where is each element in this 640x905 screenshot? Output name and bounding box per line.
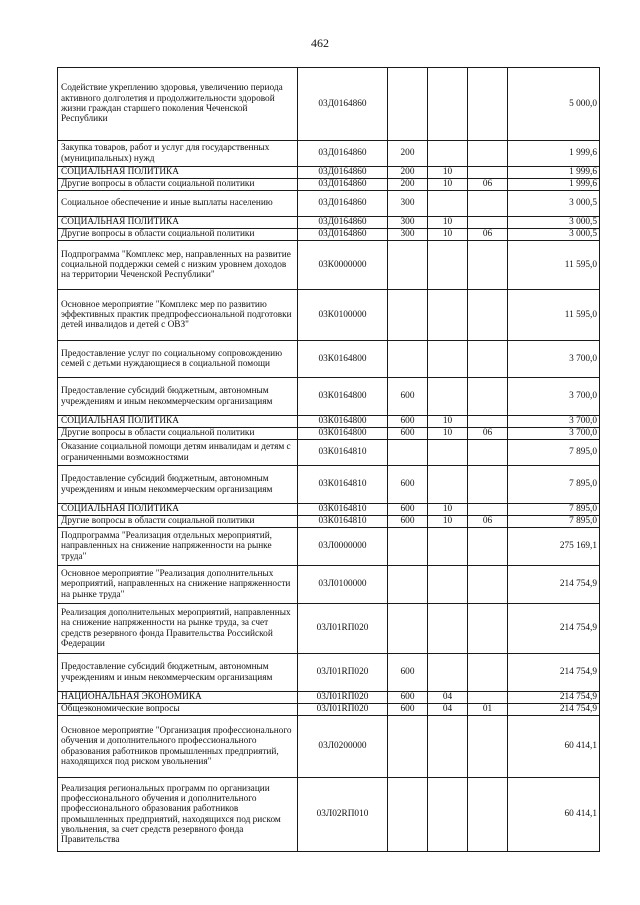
table-row (58, 716, 600, 778)
row-amount: 3 000,5 (508, 191, 600, 217)
row-subsection: 06 (468, 179, 508, 191)
row-section (428, 341, 468, 378)
row-amount: 7 895,0 (508, 516, 600, 528)
row-name: СОЦИАЛЬНАЯ ПОЛИТИКА (58, 167, 298, 179)
table-row (58, 191, 600, 217)
row-section (428, 440, 468, 466)
row-section (428, 466, 468, 504)
table-row (58, 528, 600, 566)
row-target-code: 03Л01RП020 (298, 704, 388, 716)
row-amount: 1 999,6 (508, 141, 600, 167)
row-section: 10 (428, 167, 468, 179)
table-row (58, 229, 600, 241)
row-target-code: 03Л0200000 (298, 716, 388, 778)
row-expense-type (388, 566, 428, 604)
row-name: Реализация дополнительных мероприятий, направленных на снижение напряженности на рынке труда, за счет средств резервного фонда Правительства Российской Федерации (58, 604, 298, 654)
row-name: Предоставление субсидий бюджетным, автономным учреждениям и иным некоммерческим организациям (58, 466, 298, 504)
row-section (428, 191, 468, 217)
row-expense-type (388, 778, 428, 852)
row-expense-type: 200 (388, 167, 428, 179)
row-expense-type (388, 604, 428, 654)
row-target-code: 03Д0164860 (298, 191, 388, 217)
row-target-code: 03К0164800 (298, 341, 388, 378)
table-row (58, 428, 600, 440)
row-amount: 60 414,1 (508, 716, 600, 778)
row-subsection (468, 440, 508, 466)
row-subsection (468, 217, 508, 229)
table-row (58, 341, 600, 378)
row-expense-type (388, 341, 428, 378)
row-expense-type: 200 (388, 179, 428, 191)
row-target-code: 03Д0164860 (298, 217, 388, 229)
row-name: Другие вопросы в области социальной политики (58, 179, 298, 191)
table-row (58, 466, 600, 504)
row-expense-type: 600 (388, 428, 428, 440)
row-amount: 60 414,1 (508, 778, 600, 852)
row-subsection (468, 466, 508, 504)
table-row (58, 241, 600, 290)
row-subsection (468, 654, 508, 692)
table-row (58, 290, 600, 341)
row-expense-type: 600 (388, 516, 428, 528)
row-target-code: 03Л0100000 (298, 566, 388, 604)
row-subsection (468, 604, 508, 654)
row-expense-type: 600 (388, 504, 428, 516)
table-row (58, 778, 600, 852)
row-subsection: 06 (468, 516, 508, 528)
row-expense-type (388, 290, 428, 341)
row-expense-type: 600 (388, 378, 428, 416)
row-amount: 3 700,0 (508, 378, 600, 416)
row-name: Предоставление субсидий бюджетным, автономным учреждениям и иным некоммерческим организациям (58, 654, 298, 692)
row-amount: 214 754,9 (508, 704, 600, 716)
row-expense-type: 300 (388, 217, 428, 229)
row-subsection (468, 504, 508, 516)
row-section: 10 (428, 504, 468, 516)
row-target-code: 03Д0164860 (298, 229, 388, 241)
row-target-code: 03Д0164860 (298, 167, 388, 179)
row-name: СОЦИАЛЬНАЯ ПОЛИТИКА (58, 416, 298, 428)
table-row (58, 654, 600, 692)
row-section: 04 (428, 692, 468, 704)
row-name: Другие вопросы в области социальной политики (58, 516, 298, 528)
row-expense-type: 600 (388, 654, 428, 692)
budget-table (57, 67, 600, 852)
row-section (428, 566, 468, 604)
row-subsection (468, 378, 508, 416)
row-expense-type (388, 440, 428, 466)
row-target-code: 03Д0164860 (298, 141, 388, 167)
row-amount: 214 754,9 (508, 692, 600, 704)
row-amount: 11 595,0 (508, 241, 600, 290)
row-target-code: 03К0164810 (298, 516, 388, 528)
row-subsection (468, 692, 508, 704)
row-section (428, 241, 468, 290)
row-target-code: 03Л01RП020 (298, 654, 388, 692)
row-section (428, 290, 468, 341)
row-name: Социальное обеспечение и иные выплаты населению (58, 191, 298, 217)
row-amount: 214 754,9 (508, 654, 600, 692)
row-amount: 7 895,0 (508, 466, 600, 504)
table-row (58, 440, 600, 466)
row-target-code: 03К0164810 (298, 466, 388, 504)
row-expense-type (388, 716, 428, 778)
row-amount: 214 754,9 (508, 604, 600, 654)
row-target-code: 03Л01RП020 (298, 604, 388, 654)
row-subsection (468, 191, 508, 217)
row-subsection (468, 416, 508, 428)
row-subsection (468, 290, 508, 341)
row-section (428, 68, 468, 141)
row-amount: 3 700,0 (508, 341, 600, 378)
row-amount: 3 000,5 (508, 217, 600, 229)
table-row (58, 68, 600, 141)
row-section (428, 604, 468, 654)
row-name: СОЦИАЛЬНАЯ ПОЛИТИКА (58, 504, 298, 516)
row-subsection (468, 341, 508, 378)
table-row (58, 504, 600, 516)
row-name: Общеэкономические вопросы (58, 704, 298, 716)
row-subsection (468, 141, 508, 167)
row-amount: 7 895,0 (508, 440, 600, 466)
row-target-code: 03Л02RП010 (298, 778, 388, 852)
row-name: Другие вопросы в области социальной политики (58, 229, 298, 241)
row-name: Подпрограмма "Комплекс мер, направленных на развитие социальной поддержки семей с низким уровнем доходов на территории Чеченской Республики" (58, 241, 298, 290)
row-target-code: 03К0164800 (298, 428, 388, 440)
row-section: 10 (428, 229, 468, 241)
row-target-code: 03Л0000000 (298, 528, 388, 566)
row-amount: 3 000,5 (508, 229, 600, 241)
row-name: Оказание социальной помощи детям инвалидам и детям с ограниченными возможностями (58, 440, 298, 466)
table-row (58, 604, 600, 654)
row-subsection: 01 (468, 704, 508, 716)
row-amount: 214 754,9 (508, 566, 600, 604)
row-subsection (468, 566, 508, 604)
table-row (58, 217, 600, 229)
table-row (58, 692, 600, 704)
row-name: Основное мероприятие "Комплекс мер по развитию эффективных практик предпрофессиональной подготовки детей инвалидов и детей с ОВЗ" (58, 290, 298, 341)
row-subsection: 06 (468, 428, 508, 440)
row-expense-type: 600 (388, 692, 428, 704)
row-section (428, 528, 468, 566)
row-name: Предоставление услуг по социальному сопровождению семей с детьми нуждающиеся в социальной помощи (58, 341, 298, 378)
row-expense-type: 300 (388, 229, 428, 241)
row-section: 10 (428, 416, 468, 428)
table-row (58, 704, 600, 716)
table-row (58, 566, 600, 604)
row-expense-type: 200 (388, 141, 428, 167)
row-expense-type (388, 528, 428, 566)
row-name: Содействие укреплению здоровья, увеличению периода активного долголетия и продолжительности здоровой жизни граждан старшего поколения Чеченской Республики (58, 68, 298, 141)
row-amount: 3 700,0 (508, 416, 600, 428)
row-amount: 7 895,0 (508, 504, 600, 516)
row-name: Предоставление субсидий бюджетным, автономным учреждениям и иным некоммерческим организациям (58, 378, 298, 416)
row-section: 04 (428, 704, 468, 716)
table-row (58, 141, 600, 167)
row-amount: 5 000,0 (508, 68, 600, 141)
row-amount: 1 999,6 (508, 179, 600, 191)
table-row (58, 416, 600, 428)
row-expense-type: 600 (388, 466, 428, 504)
row-name: Основное мероприятие "Организация профессионального обучения и дополнительного профессионального образования работников промышленных предприятий, находящихся под риском увольнения" (58, 716, 298, 778)
row-name: Подпрограмма "Реализация отдельных мероприятий, направленных на снижение напряженности на рынке труда" (58, 528, 298, 566)
row-target-code: 03Л01RП020 (298, 692, 388, 704)
row-subsection (468, 528, 508, 566)
row-target-code: 03К0000000 (298, 241, 388, 290)
table-row (58, 167, 600, 179)
table-row (58, 516, 600, 528)
row-expense-type (388, 68, 428, 141)
row-target-code: 03К0164810 (298, 440, 388, 466)
row-amount: 275 169,1 (508, 528, 600, 566)
row-target-code: 03Д0164860 (298, 179, 388, 191)
row-section: 10 (428, 217, 468, 229)
row-section (428, 141, 468, 167)
table-row (58, 378, 600, 416)
row-expense-type (388, 241, 428, 290)
row-subsection (468, 167, 508, 179)
row-name: Другие вопросы в области социальной политики (58, 428, 298, 440)
row-subsection (468, 716, 508, 778)
row-name: Реализация региональных программ по организации профессионального обучения и дополнительного профессионального образования работников промышленных предприятий, находящихся под риском увольнения, за счет средств резервного фонда Правительства (58, 778, 298, 852)
row-expense-type: 600 (388, 704, 428, 716)
row-target-code: 03Д0164860 (298, 68, 388, 141)
row-target-code: 03К0164810 (298, 504, 388, 516)
row-expense-type: 300 (388, 191, 428, 217)
row-amount: 11 595,0 (508, 290, 600, 341)
row-name: СОЦИАЛЬНАЯ ПОЛИТИКА (58, 217, 298, 229)
page-number: 462 (311, 36, 329, 50)
row-amount: 3 700,0 (508, 428, 600, 440)
row-target-code: 03К0164800 (298, 416, 388, 428)
row-target-code: 03К0164800 (298, 378, 388, 416)
row-section: 10 (428, 516, 468, 528)
row-subsection (468, 241, 508, 290)
row-name: НАЦИОНАЛЬНАЯ ЭКОНОМИКА (58, 692, 298, 704)
row-name: Закупка товаров, работ и услуг для государственных (муниципальных) нужд (58, 141, 298, 167)
row-subsection (468, 68, 508, 141)
row-section (428, 716, 468, 778)
row-subsection (468, 778, 508, 852)
table-row (58, 179, 600, 191)
row-amount: 1 999,6 (508, 167, 600, 179)
row-section (428, 378, 468, 416)
row-section: 10 (428, 428, 468, 440)
row-target-code: 03К0100000 (298, 290, 388, 341)
row-section: 10 (428, 179, 468, 191)
row-section (428, 778, 468, 852)
row-expense-type: 600 (388, 416, 428, 428)
row-section (428, 654, 468, 692)
row-name: Основное мероприятие "Реализация дополнительных мероприятий, направленных на снижение напряженности на рынке труда" (58, 566, 298, 604)
row-subsection: 06 (468, 229, 508, 241)
